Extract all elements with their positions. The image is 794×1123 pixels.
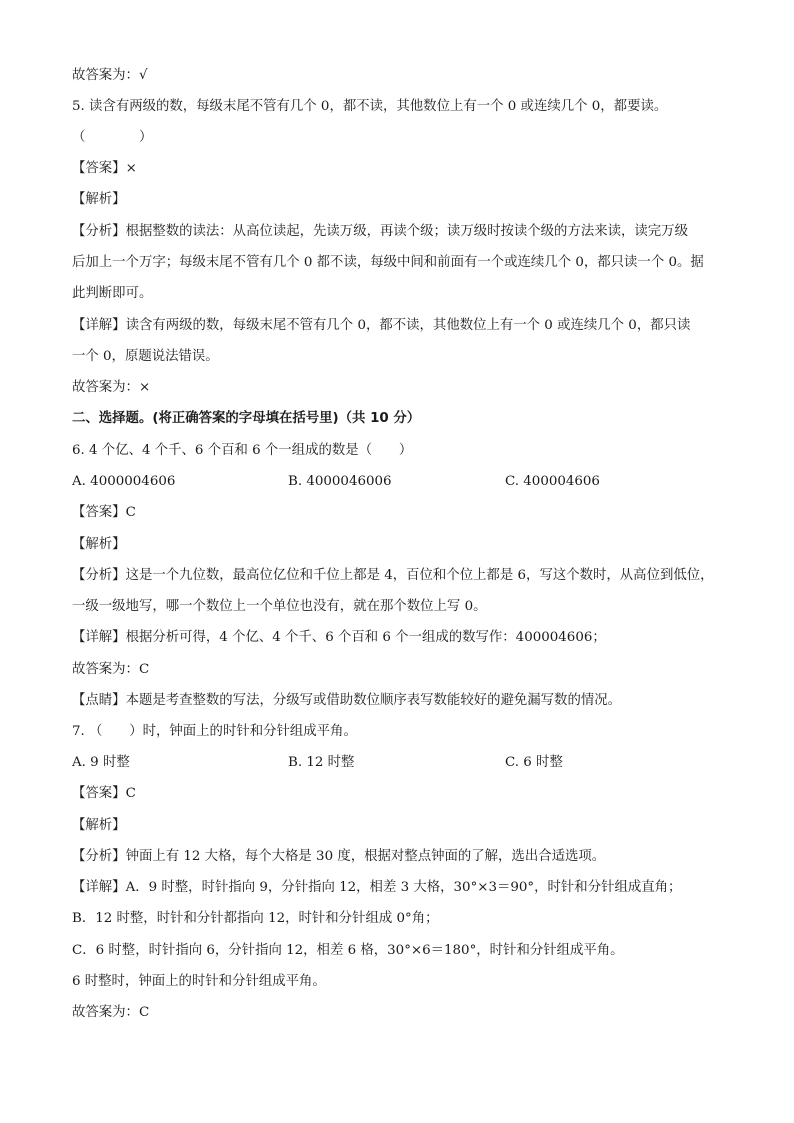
dianjing-text: 本题是考查整数的写法，分级写或借助数位顺序表写数能较好的避免漏写数的情况。 [125,693,622,708]
xiangjie-tag: 【详解】 [72,880,126,895]
q6-xiangjie [72,628,606,648]
q6-dianjing [72,691,621,711]
q5-final-answer: 故答案为：× [72,380,151,395]
xiangjie-tag: 【详解】 [72,318,126,333]
answer-value: × [125,161,137,176]
q5-fenxi-line-2: 后加上一个万字；每级末尾不管有几个 0 都不读，每级中间和前面有一个或连续几个 0，都只读一个 0。据 [72,255,704,270]
q7-option-b: B. 12 时整 [288,755,355,770]
q5-fenxi-line-3: 此判断即可。 [72,286,153,301]
fenxi-tag: 【分析】 [72,849,126,864]
xiangjie-text: A．9 时整，时针指向 9，分针指向 12，相差 3 大格，30°×3＝90°，时针和分针组成直角； [125,880,682,895]
answer-tag: 【答案】 [72,786,126,801]
q7-final-answer: 故答案为：C [72,1005,150,1020]
xiangjie-text: 读含有两级的数，每级末尾不管有几个 0，都不读，其他数位上有一个 0 或连续几个 0，都只读 [125,318,691,333]
answer-value: C [125,505,136,520]
fenxi-text: 这是一个九位数，最高位亿位和千位上都是 4，百位和个位上都是 6，写这个数时，从高位到低位， [125,568,714,583]
dianjing-tag: 【点睛】 [72,693,126,708]
q6-option-c: C. 400004606 [505,474,600,489]
fenxi-tag: 【分析】 [72,568,126,583]
q7-option-a: A. 9 时整 [72,755,130,770]
q5-xiangjie-line-1 [72,316,690,336]
answer-tag: 【答案】 [72,505,126,520]
q5-stem: 5. 读含有两级的数，每级末尾不管有几个 0，都不读，其他数位上有一个 0 或连续几个 0，都要读。 [72,99,668,114]
q7-xiangjie-b: B．12 时整，时针和分针都指向 12，时针和分针组成 0°角； [72,911,439,926]
q7-answer [72,784,136,804]
answer-tag: 【答案】 [72,161,126,176]
q7-xiangjie-a [72,878,681,898]
q6-analysis-tag: 【解析】 [72,537,126,552]
q5-analysis-tag: 【解析】 [72,192,126,207]
q7-xiangjie-c: C．6 时整，时针指向 6，分针指向 12，相差 6 格，30°×6＝180°，时针和分针组成平角。 [72,943,624,958]
q5-answer [72,159,137,179]
q6-stem: 6. 4 个亿、4 个千、6 个百和 6 个一组成的数是（ ） [72,443,413,458]
q5-blank: （ ） [72,130,153,145]
q6-fenxi-line-1 [72,566,714,586]
q7-analysis-tag: 【解析】 [72,818,126,833]
q7-stem: 7. （ ）时，钟面上的时针和分针组成平角。 [72,724,357,739]
q6-fenxi-line-2: 一级一级地写，哪一个数位上一个单位也没有，就在那个数位上写 0。 [72,599,487,614]
answer-value: C [125,786,136,801]
q7-summary: 6 时整时，钟面上的时针和分针组成平角。 [72,974,326,989]
q4-final-answer: 故答案为：√ [72,68,148,83]
q7-option-c: C. 6 时整 [505,755,563,770]
fenxi-text: 钟面上有 12 大格，每个大格是 30 度，根据对整点钟面的了解，选出合适选项。 [125,849,606,864]
q6-option-b: B. 4000046006 [288,474,392,489]
q6-answer [72,503,136,523]
q7-fenxi [72,847,605,867]
fenxi-tag: 【分析】 [72,224,126,239]
q5-fenxi-line-1 [72,222,688,242]
section-2-title: 二、选择题。(将正确答案的字母填在括号里)（共 10 分） [72,411,421,426]
xiangjie-tag: 【详解】 [72,630,126,645]
q6-final-answer: 故答案为：C [72,662,150,677]
xiangjie-text: 根据分析可得，4 个亿、4 个千、6 个百和 6 个一组成的数写作：400004606； [125,630,606,645]
q6-option-a: A. 4000004606 [72,474,176,489]
fenxi-text: 根据整数的读法：从高位读起，先读万级，再读个级；读万级时按读个级的方法来读，读完万级 [125,224,688,239]
q5-xiangjie-line-2: 一个 0，原题说法错误。 [72,349,219,364]
